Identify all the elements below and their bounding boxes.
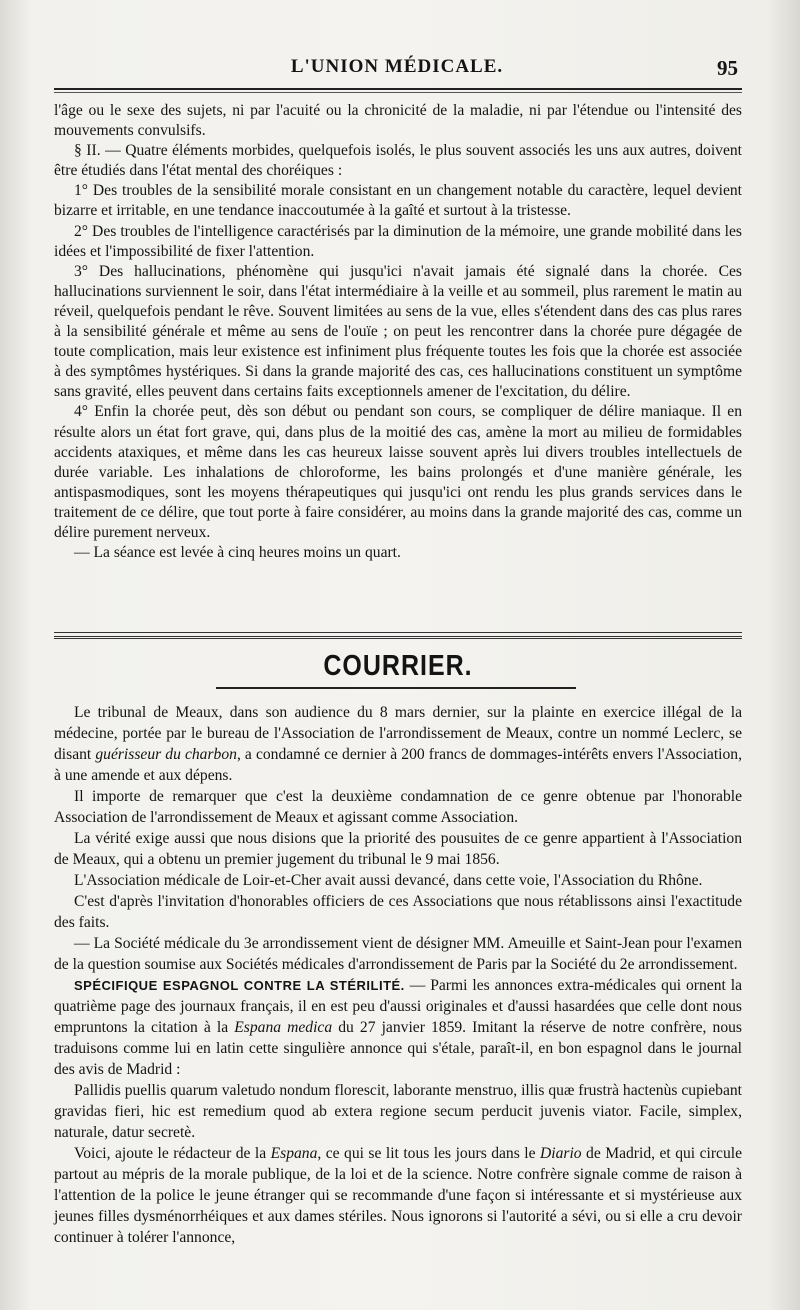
paragraph: Il importe de remarquer que c'est la deuxième condamnation de ce genre obtenue par l'honorable Association de l'arrondissement de Meaux et agissant comme Association. (54, 788, 742, 826)
page-header (54, 56, 740, 86)
paragraph: l'âge ou le sexe des sujets, ni par l'acuité ou la chronicité de la maladie, ni par l'étendue ou l'intensité des mouvements convulsifs. (54, 102, 742, 140)
paragraph: Le tribunal de Meaux, dans son audience du 8 mars dernier, sur la plainte en exercice illégal de la médecine, portée par le bureau de l'Association de l'arrondissement de Meaux, contre un nommé Leclerc, se disant guérisseur du charbon, a condamné ce dernier à 200 francs de dommages-intérêts envers l'Association, à une amende et aux dépens. (54, 704, 742, 784)
paragraph: C'est d'après l'invitation d'honorables officiers de ces Associations que nous rétablissons ainsi l'exactitude des faits. (54, 893, 742, 931)
paragraph: 3° Des hallucinations, phénomène qui jusqu'ici n'avait jamais été signalé dans la chorée. Ces hallucinations surviennent le soir, dans l'état intermédiaire à la veille et au sommeil, plus rarement le matin au réveil, quelquefois pendant le rêve. Souvent limitées au sens de la vue, elles s'étendent dans des cas plus rares à la sensibilité générale et même au sens de l'ouïe ; on peut les rencontrer dans la chorée pure dégagée de toute complication, mais leur existence est infiniment plus fréquente toutes les fois que la chorée est associée à des symptômes hystériques. Si dans la grande majorité des cas, ces hallucinations constituent un symptôme sans gravité, elles peuvent dans certains faits exceptionnels amener de l'excitation, du délire. (54, 262, 742, 401)
paragraph: 1° Des troubles de la sensibilité morale consistant en un changement notable du caractère, lequel devient bizarre et irritable, en une tendance inaccoutumée à la gaîté et surtout à la tristesse. (54, 182, 742, 220)
rubric-heading: SPÉCIFIQUE ESPAGNOL CONTRE LA STÉRILITÉ. (74, 978, 405, 993)
paragraph: La vérité exige aussi que nous disions que la priorité des pousuites de ce genre appartient à l'Association de Meaux, qui a obtenu un premier jugement du tribunal le 9 mai 1856. (54, 830, 742, 868)
latin-quote: Pallidis puellis quarum valetudo nondum florescit, laborante menstruo, illis quæ frustrà hactenùs cupiebant gravidas fieri, hic est remedium quod ab extera regione secum perducit juvenis viator. Facile, simplex, naturale, datur secretè. (54, 1082, 742, 1141)
page-number: 95 (717, 56, 738, 80)
courrier-body (54, 702, 742, 1248)
article-body (54, 101, 742, 563)
paragraph: — La Société médicale du 3e arrondissement vient de désigner MM. Ameuille et Saint-Jean pour l'examen de la question soumise aux Sociétés médicales d'arrondissement de Paris par la Société du 2e arrondissement. (54, 935, 742, 973)
paragraph: — La séance est levée à cinq heures moins un quart. (74, 544, 401, 562)
paragraph: Voici, ajoute le rédacteur de la Espana, ce qui se lit tous les jours dans le Diario de Madrid, et qui circule partout au mépris de la morale publique, de la loi et de la science. Notre confrère signale comme de raison à l'attention de la police le jeune étranger qui se recommande d'une façon si intéressante et si mystérieuse aux jeunes filles dysménorrhéiques et aux dames stériles. Nous ignorons si l'autorité a sévi, ou si elle a cru devoir continuer à tolérer l'annonce, (54, 1145, 742, 1246)
paragraph: L'Association médicale de Loir-et-Cher avait aussi devancé, dans cette voie, l'Association du Rhône. (74, 872, 703, 889)
running-title: L'UNION MÉDICALE. (290, 56, 504, 77)
header-rule (54, 88, 742, 93)
paragraph: 2° Des troubles de l'intelligence caractérisés par la diminution de la mémoire, une grande mobilité dans les idées et l'impossibilité de fixer l'attention. (54, 222, 742, 260)
paragraph: 4° Enfin la chorée peut, dès son début ou pendant son cours, se compliquer de délire maniaque. Il en résulte alors un état fort grave, qui, dans plus de la moitié des cas, amène la mort au milieu de formidables accidents ataxiques, et même dans les cas heureux laisse souvent après lui divers troubles intellectuels de durée variable. Les inhalations de chloroforme, les bains prolongés et d'une manière générale, les antispasmodiques, sont les moyens thérapeutiques qui jusqu'ici ont rendu les plus grands services dans le traitement de ce délire, que tout porte à faire considérer, au moins dans la grande majorité des cas, comme un délire purement nerveux. (54, 403, 742, 541)
section-rule (54, 632, 742, 639)
section-title: COURRIER. (323, 649, 473, 683)
paragraph: § II. — Quatre éléments morbides, quelquefois isolés, le plus souvent associés les uns aux autres, doivent être étudiés dans l'état mental des choréiques : (54, 142, 742, 180)
title-underline (216, 687, 576, 689)
paragraph: SPÉCIFIQUE ESPAGNOL CONTRE LA STÉRILITÉ. — Parmi les annonces extra-médicales qui ornent la quatrième page des journaux français, il en est peu d'aussi originales et d'aussi hasardées que celle dont nous empruntons la citation à la Espana medica du 27 janvier 1859. Imitant la réserve de notre confrère, nous traduisons comme lui en latin cette singulière annonce qui s'étale, paraît-il, en bon espagnol dans le journal des avis de Madrid : (54, 977, 743, 1078)
